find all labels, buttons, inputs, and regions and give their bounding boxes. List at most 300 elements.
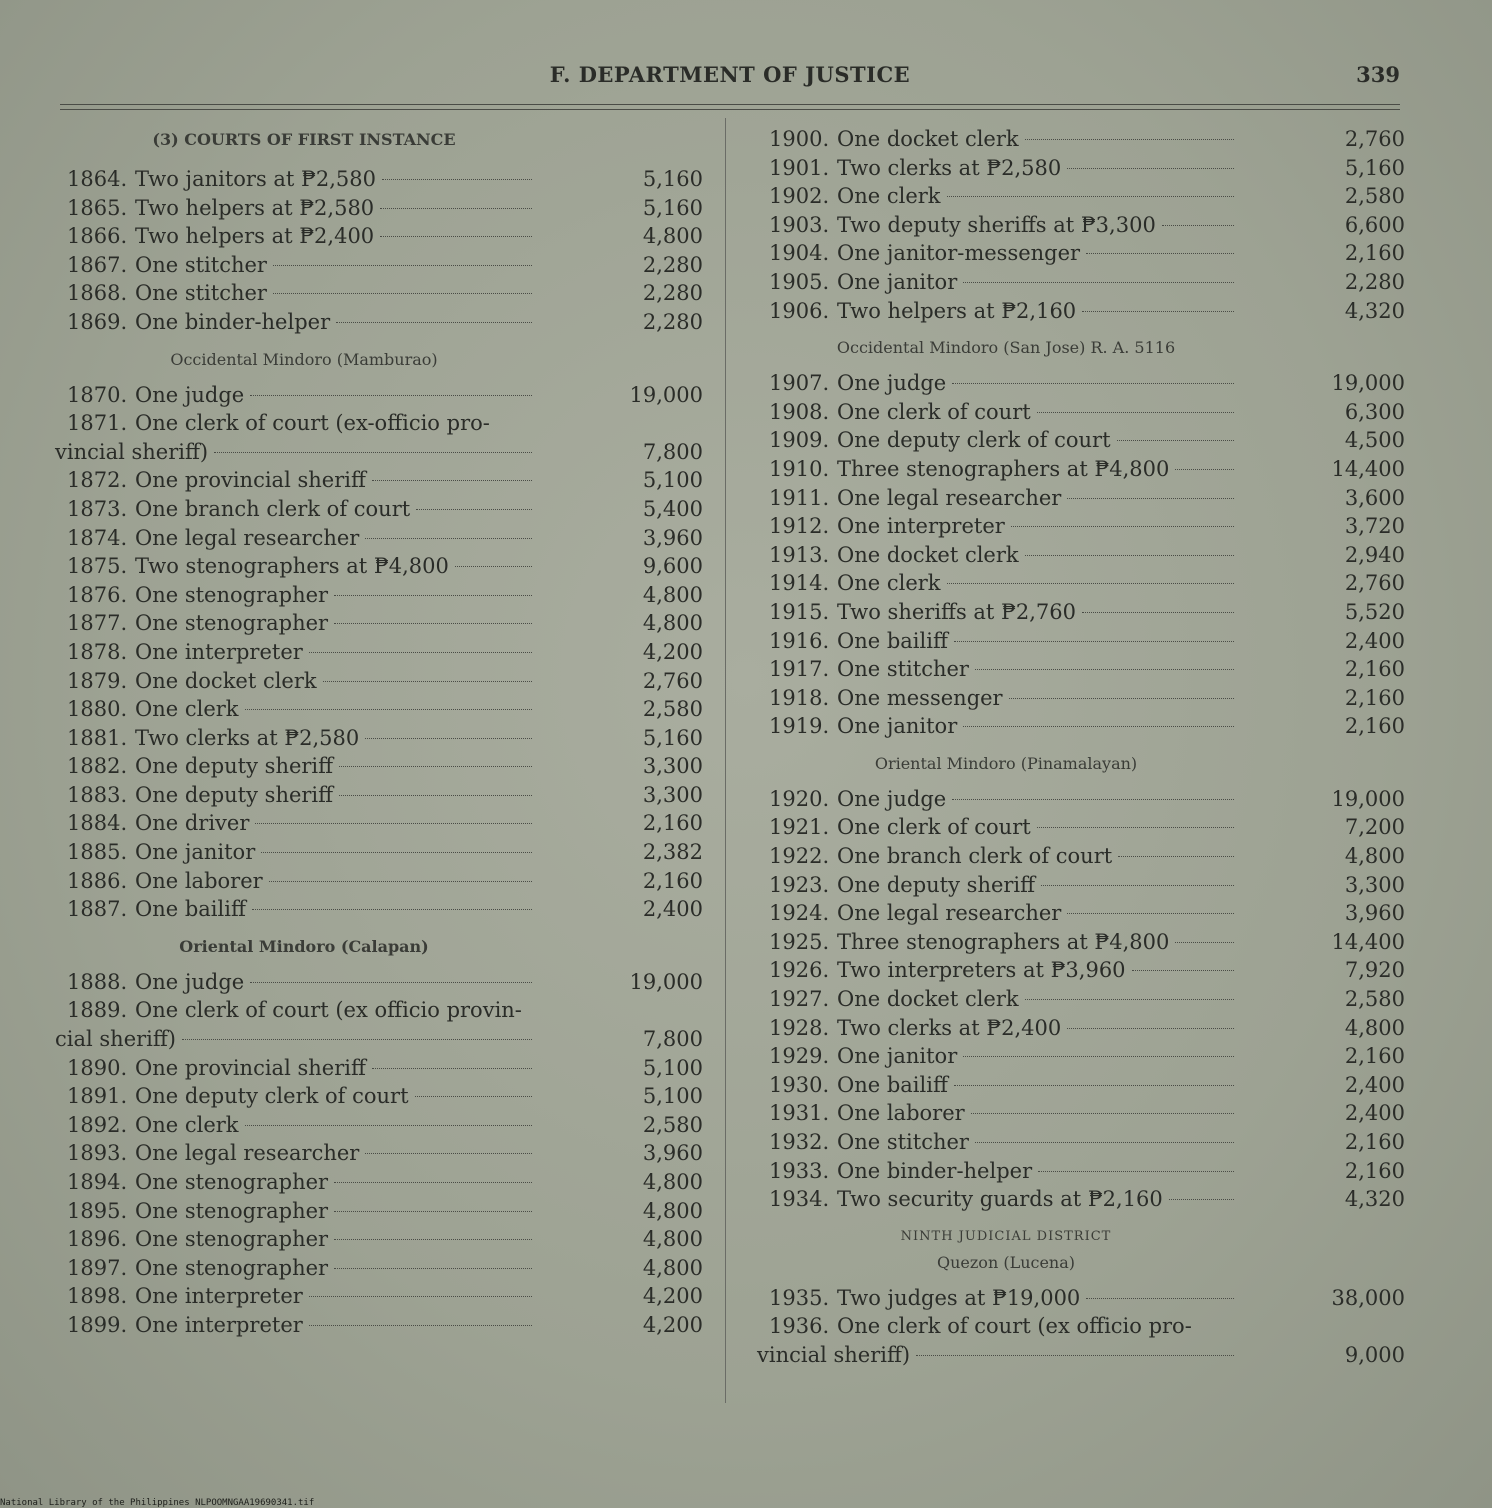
item-label: Three stenographers at ₱4,800 (837, 456, 1170, 481)
table-row (757, 239, 1405, 268)
leader-dots (1037, 412, 1234, 413)
item-amount: 3,960 (1344, 901, 1405, 926)
item-label: One provincial sheriff (135, 468, 366, 493)
item-amount: 3,960 (642, 525, 703, 550)
leader-dots (1086, 1298, 1234, 1299)
table-row (55, 279, 703, 308)
item-number: 1878. (67, 639, 128, 664)
leader-dots (334, 1239, 532, 1240)
item-amount: 4,200 (642, 639, 703, 664)
item-label: One messenger (837, 685, 1003, 710)
leader-dots (1118, 856, 1234, 857)
item-number: 1936. (769, 1314, 830, 1339)
item-amount: 2,160 (1344, 1044, 1405, 1069)
item-number: 1867. (67, 252, 128, 277)
item-label: Three stenographers at ₱4,800 (837, 929, 1170, 954)
item-label: One stenographer (135, 611, 329, 636)
item-amount: 2,760 (642, 668, 703, 693)
item-number: 1923. (769, 872, 830, 897)
item-amount: 7,920 (1344, 958, 1405, 983)
item-number: 1896. (67, 1227, 128, 1252)
item-label: One janitor (837, 714, 958, 739)
leader-dots (1011, 526, 1234, 527)
item-label: One deputy sheriff (837, 872, 1036, 897)
table-row (55, 867, 703, 896)
table-row (757, 627, 1405, 656)
item-label: One binder-helper (837, 1158, 1033, 1183)
item-number: 1932. (769, 1130, 830, 1154)
leader-dots (1067, 913, 1234, 914)
table-row (55, 1197, 703, 1226)
leader-dots (1117, 440, 1234, 441)
item-amount: 5,160 (642, 725, 703, 750)
table-row (55, 381, 703, 410)
table-row (55, 251, 703, 280)
item-label: vincial sheriff) (757, 1342, 911, 1367)
table-row (757, 541, 1405, 570)
table-row (55, 724, 703, 753)
table-row (757, 1042, 1405, 1071)
section-heading: Occidental Mindoro (San Jose) R. A. 5116 (836, 338, 1176, 358)
item-label: One laborer (837, 1101, 965, 1126)
table-row (757, 1157, 1405, 1186)
table-row (55, 667, 703, 696)
item-amount: 4,200 (642, 1284, 703, 1309)
leader-dots (975, 1142, 1234, 1143)
item-label: One stitcher (837, 657, 969, 682)
table-row (55, 968, 703, 997)
item-label: One bailiff (135, 897, 246, 922)
item-number: 1924. (769, 901, 830, 926)
table-row (757, 598, 1405, 627)
item-amount: 5,400 (642, 496, 703, 521)
item-number: 1893. (67, 1141, 128, 1166)
item-amount: 3,300 (642, 782, 703, 807)
item-amount: 5,160 (642, 167, 703, 191)
item-amount: 2,400 (1344, 1101, 1405, 1126)
item-label: Two clerks at ₱2,580 (135, 725, 360, 750)
item-label: One bailiff (837, 1072, 948, 1097)
table-row (55, 438, 703, 467)
item-number: 1907. (769, 371, 830, 396)
item-amount: 2,400 (1344, 1072, 1405, 1097)
item-label: One legal researcher (135, 1141, 360, 1166)
item-number: 1889. (67, 998, 128, 1023)
item-number: 1910. (769, 456, 830, 481)
table-row (55, 1139, 703, 1168)
leader-dots (334, 1268, 532, 1269)
item-label: cial sheriff) (55, 1027, 176, 1052)
item-amount: 3,300 (1344, 872, 1405, 897)
item-number: 1879. (67, 668, 128, 693)
table-row (55, 609, 703, 638)
item-amount: 4,800 (642, 1170, 703, 1194)
page-header (60, 62, 1400, 92)
table-row (55, 1111, 703, 1140)
item-amount: 6,600 (1344, 212, 1405, 237)
table-row (757, 484, 1405, 513)
item-number: 1874. (67, 525, 128, 550)
item-number: 1891. (67, 1084, 128, 1109)
leader-dots (1082, 612, 1234, 613)
leader-dots (250, 395, 532, 396)
leader-dots (971, 1113, 1234, 1114)
item-number: 1900. (769, 127, 830, 151)
leader-dots (365, 538, 532, 539)
item-label: One docket clerk (837, 542, 1019, 567)
item-label: One janitor (837, 269, 958, 294)
item-label: One clerk (135, 1112, 239, 1137)
item-number: 1880. (67, 697, 128, 722)
leader-dots (952, 383, 1234, 384)
item-number: 1881. (67, 725, 128, 750)
leader-dots (309, 652, 532, 653)
item-label: Two clerks at ₱2,400 (837, 1015, 1062, 1040)
item-label: Two helpers at ₱2,160 (837, 298, 1077, 323)
item-number: 1899. (67, 1312, 128, 1337)
leader-dots (1025, 999, 1234, 1000)
item-number: 1904. (769, 241, 830, 266)
scan-footer: National Library of the Philippines NLPOOMNGAA19690341.tif (0, 1498, 315, 1508)
item-label: One clerk (135, 697, 239, 722)
table-row (757, 398, 1405, 427)
item-amount: 2,160 (1344, 1130, 1405, 1154)
table-row (757, 125, 1405, 154)
item-number: 1883. (67, 782, 128, 807)
item-amount: 2,160 (642, 868, 703, 893)
table-row (55, 809, 703, 838)
table-row (757, 985, 1405, 1014)
leader-dots (963, 282, 1234, 283)
item-number: 1882. (67, 754, 128, 779)
table-row (55, 466, 703, 495)
item-amount: 2,580 (642, 697, 703, 722)
item-number: 1894. (67, 1170, 128, 1194)
item-amount: 2,940 (1344, 542, 1405, 567)
item-label: One interpreter (837, 514, 1005, 539)
leader-dots (1067, 1028, 1234, 1029)
item-number: 1903. (769, 212, 830, 237)
table-row (55, 581, 703, 610)
leader-dots (372, 1068, 532, 1069)
item-label: Two stenographers at ₱4,800 (135, 554, 449, 579)
item-amount: 4,200 (642, 1312, 703, 1337)
table-row (55, 1254, 703, 1283)
item-label: One clerk (837, 571, 941, 596)
table-row (757, 655, 1405, 684)
item-label: One interpreter (135, 1312, 303, 1337)
item-label: One deputy sheriff (135, 782, 334, 807)
item-amount: 9,000 (1344, 1342, 1405, 1367)
table-row (55, 895, 703, 924)
item-number: 1888. (67, 969, 128, 994)
item-amount: 3,720 (1344, 514, 1405, 539)
item-label: One branch clerk of court (837, 844, 1113, 869)
item-label: One docket clerk (837, 987, 1019, 1012)
item-label: Two clerks at ₱2,580 (837, 155, 1062, 180)
item-amount: 2,280 (642, 281, 703, 306)
item-amount: 6,300 (1344, 399, 1405, 424)
leader-dots (1162, 225, 1234, 226)
item-number: 1872. (67, 468, 128, 493)
item-number: 1898. (67, 1284, 128, 1309)
item-amount: 7,800 (642, 1027, 703, 1052)
item-label: One clerk of court (ex officio provin- (135, 998, 522, 1023)
item-number: 1914. (769, 571, 830, 596)
item-number: 1871. (67, 411, 128, 436)
item-number: 1928. (769, 1015, 830, 1040)
item-number: 1890. (67, 1055, 128, 1080)
leader-dots (1037, 827, 1234, 828)
table-row (757, 1071, 1405, 1100)
table-row (757, 842, 1405, 871)
item-amount: 19,000 (629, 382, 703, 407)
item-label: One stenographer (135, 1198, 329, 1223)
table-row (55, 165, 703, 194)
table-row (55, 524, 703, 553)
item-amount: 5,160 (1344, 155, 1405, 180)
item-number: 1902. (769, 184, 830, 209)
item-number: 1897. (67, 1255, 128, 1280)
item-number: 1869. (67, 309, 128, 334)
item-number: 1876. (67, 582, 128, 607)
table-row (55, 1054, 703, 1083)
table-row (757, 211, 1405, 240)
item-label: Two helpers at ₱2,400 (135, 224, 375, 249)
leader-dots (339, 766, 532, 767)
table-row (757, 1341, 1405, 1370)
item-number: 1895. (67, 1198, 128, 1223)
table-row (757, 785, 1405, 814)
leader-dots (1025, 555, 1234, 556)
item-amount: 2,160 (1344, 657, 1405, 682)
item-amount: 2,160 (642, 811, 703, 836)
leader-dots (1082, 311, 1234, 312)
page-number: 339 (1356, 62, 1400, 87)
item-number: 1926. (769, 958, 830, 983)
item-label: Two interpreters at ₱3,960 (837, 958, 1126, 983)
item-label: One stenographer (135, 1255, 329, 1280)
item-label: One legal researcher (837, 901, 1062, 926)
item-amount: 2,760 (1344, 127, 1405, 151)
leader-dots (309, 1296, 532, 1297)
item-label: Two deputy sheriffs at ₱3,300 (837, 212, 1156, 237)
item-label: One laborer (135, 868, 263, 893)
item-number: 1909. (769, 428, 830, 453)
item-number: 1865. (67, 195, 128, 220)
item-amount: 2,160 (1344, 1158, 1405, 1183)
item-number: 1919. (769, 714, 830, 739)
leader-dots (250, 982, 532, 983)
item-number: 1917. (769, 657, 830, 682)
item-label: One branch clerk of court (135, 496, 411, 521)
item-amount: 2,400 (642, 897, 703, 922)
item-number: 1934. (769, 1187, 830, 1212)
table-row (757, 369, 1405, 398)
item-label: One clerk of court (ex-officio pro- (135, 411, 490, 436)
item-amount: 4,800 (642, 611, 703, 636)
leader-dots (309, 1325, 532, 1326)
table-row (55, 638, 703, 667)
item-label: One deputy clerk of court (837, 428, 1111, 453)
right-column (757, 125, 1405, 1370)
leader-dots (365, 1153, 532, 1154)
item-number: 1870. (67, 382, 128, 407)
section-heading: NINTH JUDICIAL DISTRICT (900, 1228, 1112, 1244)
table-row (757, 455, 1405, 484)
item-label: One provincial sheriff (135, 1055, 366, 1080)
item-number: 1906. (769, 298, 830, 323)
table-row (757, 569, 1405, 598)
item-amount: 3,300 (642, 754, 703, 779)
table-row (757, 928, 1405, 957)
item-amount: 14,400 (1331, 929, 1405, 954)
section-heading: (3) COURTS OF FIRST INSTANCE (152, 130, 456, 149)
table-row (757, 1099, 1405, 1128)
leader-dots (916, 1355, 1234, 1356)
item-amount: 4,320 (1344, 1187, 1405, 1212)
item-label: Two security guards at ₱2,160 (837, 1187, 1163, 1212)
header-rule-secondary (60, 109, 1400, 110)
item-amount: 4,800 (642, 1255, 703, 1280)
leader-dots (1169, 1199, 1234, 1200)
item-label: One judge (837, 786, 947, 811)
item-amount: 7,200 (1344, 815, 1405, 840)
item-number: 1886. (67, 868, 128, 893)
leader-dots (261, 852, 532, 853)
item-number: 1885. (67, 840, 128, 865)
table-row (757, 813, 1405, 842)
item-amount: 19,000 (1331, 371, 1405, 396)
leader-dots (269, 881, 532, 882)
item-label: One docket clerk (135, 668, 317, 693)
item-number: 1929. (769, 1044, 830, 1069)
leader-dots (365, 738, 532, 739)
column-divider (725, 118, 726, 1403)
item-label: One clerk of court (837, 815, 1031, 840)
item-amount: 7,800 (642, 439, 703, 464)
leader-dots (1038, 1171, 1234, 1172)
item-amount: 5,100 (642, 468, 703, 493)
leader-dots (415, 1096, 532, 1097)
item-number: 1916. (769, 628, 830, 653)
item-label: Two judges at ₱19,000 (837, 1285, 1081, 1310)
item-amount: 3,960 (642, 1141, 703, 1166)
item-label: One clerk of court (837, 399, 1031, 424)
item-amount: 19,000 (629, 969, 703, 994)
table-row (55, 552, 703, 581)
item-label: One binder-helper (135, 309, 331, 334)
item-amount: 19,000 (1331, 786, 1405, 811)
item-label: One interpreter (135, 1284, 303, 1309)
leader-dots (339, 795, 532, 796)
item-amount: 5,100 (642, 1084, 703, 1109)
item-number: 1868. (67, 281, 128, 306)
leader-dots (334, 1211, 532, 1212)
table-row (55, 1225, 703, 1254)
leader-dots (245, 1125, 532, 1126)
table-row (757, 1284, 1405, 1313)
item-amount: 2,580 (642, 1112, 703, 1137)
item-amount: 2,280 (642, 252, 703, 277)
table-row (55, 1311, 703, 1340)
leader-dots (975, 669, 1234, 670)
item-amount: 38,000 (1331, 1285, 1405, 1310)
item-number: 1905. (769, 269, 830, 294)
item-number: 1915. (769, 599, 830, 624)
item-number: 1931. (769, 1101, 830, 1126)
table-row (757, 426, 1405, 455)
item-amount: 2,760 (1344, 571, 1405, 596)
table-row (55, 194, 703, 223)
header-rule (60, 104, 1400, 105)
table-row (55, 752, 703, 781)
item-number: 1918. (769, 685, 830, 710)
item-amount: 2,280 (1344, 269, 1405, 294)
leader-dots (380, 236, 532, 237)
leader-dots (334, 595, 532, 596)
item-label: One stitcher (837, 1130, 969, 1154)
item-amount: 2,400 (1344, 628, 1405, 653)
leader-dots (273, 293, 532, 294)
table-row (55, 996, 703, 1025)
item-label: Two sheriffs at ₱2,760 (837, 599, 1076, 624)
leader-dots (947, 196, 1234, 197)
leader-dots (273, 265, 532, 266)
leader-dots (1175, 942, 1234, 943)
section-subheading: Quezon (Lucena) (936, 1252, 1076, 1272)
leader-dots (382, 179, 532, 180)
table-row (55, 409, 703, 438)
table-row (757, 712, 1405, 741)
item-number: 1908. (769, 399, 830, 424)
item-amount: 2,382 (642, 840, 703, 865)
item-amount: 5,100 (642, 1055, 703, 1080)
item-label: One janitor-messenger (837, 241, 1081, 266)
item-number: 1884. (67, 811, 128, 836)
item-number: 1935. (769, 1285, 830, 1310)
item-amount: 2,280 (642, 309, 703, 334)
table-row (757, 956, 1405, 985)
table-row (55, 1282, 703, 1311)
leader-dots (1067, 168, 1234, 169)
leader-dots (947, 583, 1234, 584)
item-label: One stenographer (135, 1170, 329, 1194)
item-number: 1921. (769, 815, 830, 840)
leader-dots (255, 823, 532, 824)
item-amount: 2,580 (1344, 184, 1405, 209)
section-heading: Oriental Mindoro (Pinamalayan) (874, 753, 1138, 773)
leader-dots (334, 623, 532, 624)
item-label: One deputy clerk of court (135, 1084, 409, 1109)
item-number: 1873. (67, 496, 128, 521)
table-row (757, 684, 1405, 713)
table-row (757, 268, 1405, 297)
item-amount: 4,800 (642, 582, 703, 607)
item-label: Two janitors at ₱2,580 (135, 167, 376, 191)
section-heading: Occidental Mindoro (Mamburao) (170, 349, 438, 369)
leader-dots (1041, 885, 1234, 886)
leader-dots (1086, 253, 1234, 254)
item-label: One janitor (837, 1044, 958, 1069)
item-label: One deputy sheriff (135, 754, 334, 779)
item-number: 1930. (769, 1072, 830, 1097)
item-number: 1866. (67, 224, 128, 249)
leader-dots (416, 509, 532, 510)
table-row (757, 899, 1405, 928)
item-label: vincial sheriff) (55, 439, 209, 464)
item-amount: 2,160 (1344, 241, 1405, 266)
